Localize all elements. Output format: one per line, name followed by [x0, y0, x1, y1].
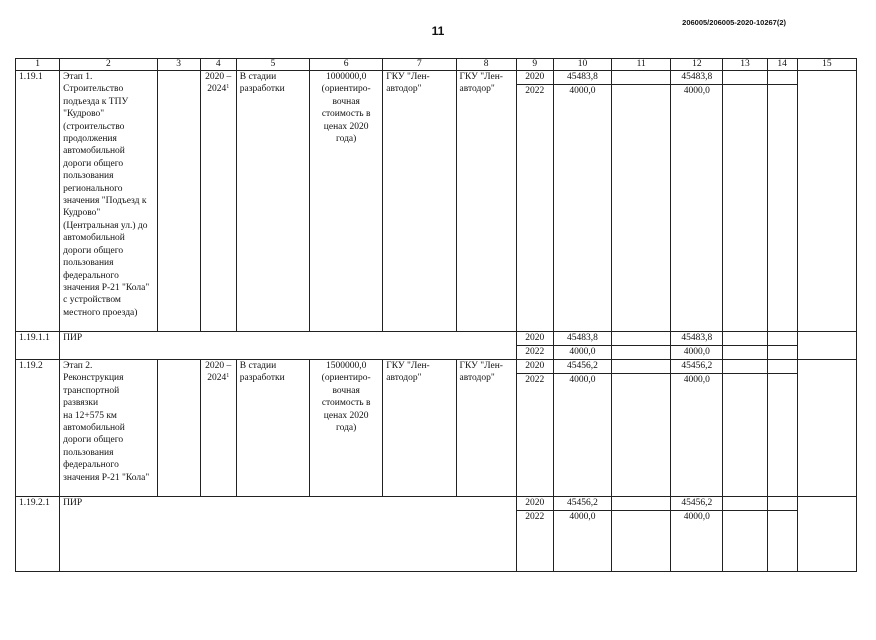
col12-value: 45456,2 — [671, 360, 722, 374]
row-executor: ГКУ "Лен-автодор" — [456, 360, 516, 497]
total-value: 45456,2 — [554, 497, 611, 511]
row-period: 2020 – 2024$^1$ — [200, 71, 236, 332]
col12-value: 45456,2 — [671, 497, 722, 511]
column-header: 9 — [516, 59, 553, 71]
row-id: 1.19.1.1 — [16, 332, 60, 360]
row-customer: ГКУ "Лен-автодор" — [383, 360, 456, 497]
row-executor: ГКУ "Лен-автодор" — [456, 71, 516, 332]
row-id: 1.19.2.1 — [16, 497, 60, 572]
year-value: 2020 — [517, 360, 553, 374]
row-name: ПИР — [60, 497, 517, 572]
column-header: 4 — [200, 59, 236, 71]
row-status: В стадии разработки — [236, 71, 309, 332]
empty-cell — [767, 71, 797, 332]
empty-cell — [797, 360, 856, 497]
row-years — [516, 497, 553, 572]
table-row — [16, 497, 857, 572]
document-id: 206005/206005-2020-10267(2) — [682, 18, 786, 27]
col12-value: 45483,8 — [671, 71, 722, 85]
column-header: 5 — [236, 59, 309, 71]
total-value: 45456,2 — [554, 360, 611, 374]
row-status: В стадии разработки — [236, 360, 309, 497]
row-totals — [553, 360, 611, 497]
total-value: 45483,8 — [554, 332, 611, 346]
column-header: 1 — [16, 59, 60, 71]
column-header: 15 — [797, 59, 856, 71]
total-value: 45483,8 — [554, 71, 611, 85]
empty-cell — [797, 71, 856, 332]
column-header: 13 — [723, 59, 767, 71]
row-cost: 1500000,0 (ориентиро-вочная стоимость в ценах 2020 года) — [310, 360, 383, 497]
row-id: 1.19.2 — [16, 360, 60, 497]
year-value: 2022 — [525, 512, 545, 522]
empty-cell — [157, 71, 200, 332]
column-header: 7 — [383, 59, 456, 71]
total-value: 4000,0 — [569, 375, 596, 385]
row-totals — [553, 71, 611, 332]
row-customer: ГКУ "Лен-автодор" — [383, 71, 456, 332]
page-number: 11 — [431, 24, 445, 38]
year-value: 2022 — [525, 375, 545, 385]
empty-cell — [767, 497, 797, 572]
empty-cell — [797, 332, 856, 360]
total-value: 4000,0 — [569, 512, 596, 522]
column-header: 10 — [553, 59, 611, 71]
year-value: 2022 — [525, 347, 545, 357]
col12-value: 4000,0 — [683, 86, 710, 96]
column-header: 2 — [60, 59, 157, 71]
row-col12 — [671, 360, 723, 497]
program-table — [15, 58, 857, 572]
row-years — [516, 360, 553, 497]
column-header: 3 — [157, 59, 200, 71]
empty-cell — [723, 71, 767, 332]
column-header: 14 — [767, 59, 797, 71]
col12-value: 4000,0 — [683, 375, 710, 385]
col12-value: 4000,0 — [683, 512, 710, 522]
table-row — [16, 71, 857, 332]
empty-cell — [612, 332, 671, 360]
table-row — [16, 332, 857, 360]
year-value: 2020 — [517, 497, 553, 511]
row-period: 2020 – 2024$^1$ — [200, 360, 236, 497]
row-col12 — [671, 497, 723, 572]
empty-cell — [767, 332, 797, 360]
empty-cell — [612, 360, 671, 497]
column-header: 8 — [456, 59, 516, 71]
empty-cell — [767, 360, 797, 497]
column-header: 6 — [310, 59, 383, 71]
row-cost: 1000000,0 (ориентиро-вочная стоимость в ценах 2020 года) — [310, 71, 383, 332]
year-value: 2020 — [517, 332, 553, 346]
empty-cell — [797, 497, 856, 572]
year-value: 2020 — [517, 71, 553, 85]
row-name: Этап 2. Реконструкция транспортной развязки на 12+575 км автомобильной дороги общего пользования федерального значения Р-21 "Кола" — [60, 360, 157, 497]
row-totals — [553, 497, 611, 572]
col12-value: 45483,8 — [671, 332, 722, 346]
total-value: 4000,0 — [569, 347, 596, 357]
empty-cell — [723, 332, 767, 360]
row-name: Этап 1. Строительство подъезда к ТПУ "Кудрово" (строительство продолжения автомобильной дороги общего пользования регионального значения "Подъезд к Кудрово" (Центральная ул.) до автомобильной дороги общего пользования федерального значения Р-21 "Кола" с устройством местного проезда) — [60, 71, 157, 332]
row-id: 1.19.1 — [16, 71, 60, 332]
row-name: ПИР — [60, 332, 517, 360]
empty-cell — [612, 497, 671, 572]
col12-value: 4000,0 — [683, 347, 710, 357]
column-header: 12 — [671, 59, 723, 71]
row-col12 — [671, 71, 723, 332]
row-totals — [553, 332, 611, 360]
empty-cell — [723, 497, 767, 572]
row-years — [516, 71, 553, 332]
empty-cell — [612, 71, 671, 332]
empty-cell — [723, 360, 767, 497]
header-row — [16, 59, 857, 71]
total-value: 4000,0 — [569, 86, 596, 96]
year-value: 2022 — [525, 86, 545, 96]
column-header: 11 — [612, 59, 671, 71]
empty-cell — [157, 360, 200, 497]
table-row — [16, 360, 857, 497]
row-years — [516, 332, 553, 360]
row-col12 — [671, 332, 723, 360]
